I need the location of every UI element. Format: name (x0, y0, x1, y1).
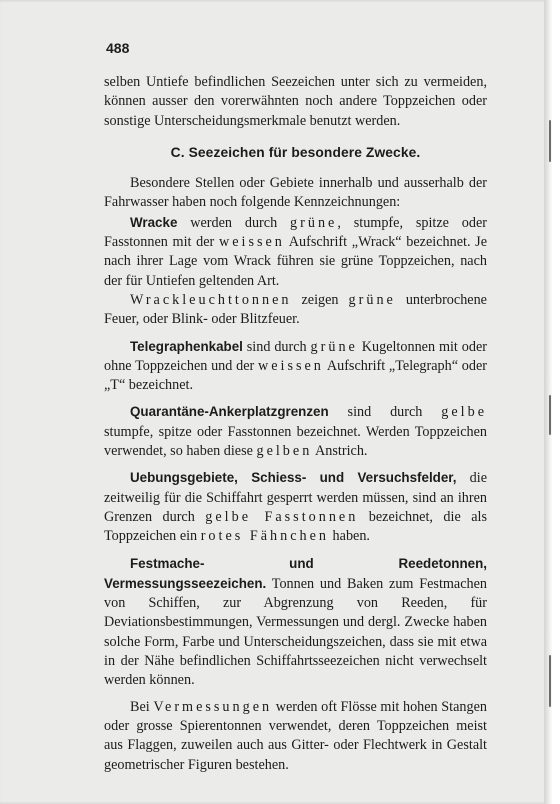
text-segment: werden oft Flösse mit hohen Stangen oder grosse Spierentonnen verwendet, deren Toppzeichen meist aus Flaggen, zuweilen auch aus Gitter- oder Flechtwerk in Gestalt geometrischer Figuren bestehen. (104, 698, 488, 773)
margin-mark (549, 120, 551, 162)
text-segment: Anstrich. (312, 443, 368, 460)
text-segment: sind durch (242, 338, 311, 355)
spaced-emphasis: rotes Fähnchen (200, 528, 329, 545)
run-in-heading: Festmache- und Reedetonnen, Vermessungsseezeichen. (104, 555, 487, 591)
paragraph-quarantaene (104, 402, 487, 461)
text-segment: unterbrochene Feuer, oder Blink- oder Blitzfeuer. (104, 291, 487, 328)
text-segment: Aufschrift „Telegraph“ oder „T“ bezeichnet. (104, 357, 487, 394)
spaced-emphasis: Wrackleuchttonnen (130, 291, 292, 308)
run-in-heading: Wracke (130, 214, 178, 230)
text-segment: werden durch (177, 214, 291, 231)
spaced-emphasis: gelbe Fasstonnen (205, 508, 359, 525)
text-segment: Kugeltonnen mit oder ohne Toppzeichen und der (104, 338, 487, 374)
margin-mark (549, 655, 551, 707)
run-in-heading: Uebungsgebiete, Schiess- und Versuchsfelder, (130, 470, 457, 486)
run-in-heading: Telegraphenkabel (130, 338, 243, 354)
spaced-emphasis: Vermessungen (153, 698, 273, 715)
spaced-emphasis: gelbe (441, 404, 487, 421)
paragraph-wrackleuchttonnen (104, 291, 487, 330)
text-segment: Aufschrift „Wrack“ bezeichnet. Je nach ihrer Lage vom Wrack führen sie grüne Toppzeichen, nach der für Untiefen geltenden Art. (104, 234, 487, 289)
text-segment: zeigen (291, 291, 349, 308)
paragraph-telegraphenkabel (104, 337, 487, 396)
intro-paragraph: Besondere Stellen oder Gebiete innerhalb und ausserhalb der Fahrwasser haben noch folgende Kennzeichnungen: (104, 175, 487, 211)
text-segment: stumpfe, spitze oder Fasstonnen bezeichnet. Werden Toppzeichen verwendet, so haben diese (104, 423, 487, 460)
text-segment: haben. (329, 528, 370, 545)
body-text (104, 73, 487, 775)
paragraph-vermessungen (104, 698, 487, 775)
text-segment: die zeitweilig für die Schiffahrt gesperrt werden müssen, sind an ihren Grenzen durch (104, 470, 487, 525)
text-segment: Bei (130, 698, 154, 715)
text-segment: , stumpfe, spitze oder Fasstonnen mit der (104, 214, 488, 251)
spaced-emphasis: grüne (348, 291, 396, 308)
spaced-emphasis: weissen (218, 234, 285, 251)
text-segment: sind durch (328, 404, 442, 421)
paragraph-uebungsgebiete (104, 468, 487, 546)
text-segment: bezeichnet, die als Toppzeichen ein (104, 508, 487, 545)
spaced-emphasis: weissen (257, 357, 324, 374)
page-number: 488 (106, 40, 130, 56)
spaced-emphasis: gelben (256, 443, 313, 460)
spaced-emphasis: grüne (310, 338, 358, 355)
text-segment: Tonnen und Baken zum Festmachen von Schiffen, zur Abgrenzung von Reeden, für Deviationsbestimmungen, Vermessungen und dergl. Zwecke haben solche Form, Farbe und Unterscheidungszeichen, dass sie mit etwa in der Nähe befindlichen Schiffahrtsseezeichen nicht verwechselt werden können. (104, 575, 487, 689)
spaced-emphasis: grüne (290, 214, 338, 231)
section-heading: C. Seezeichen für besondere Zwecke. (170, 144, 421, 160)
paragraph-festmache (104, 554, 487, 691)
opening-paragraph: selben Untiefe befindlichen Seezeichen unter sich zu vermeiden, können ausser den vorerwähnten noch andere Toppzeichen oder sonstige Unterscheidungsmerkmale benutzt werden. (104, 74, 487, 129)
paragraph-wracke (104, 213, 487, 291)
run-in-heading: Quarantäne-Ankerplatzgrenzen (130, 404, 329, 420)
margin-mark (549, 395, 551, 435)
